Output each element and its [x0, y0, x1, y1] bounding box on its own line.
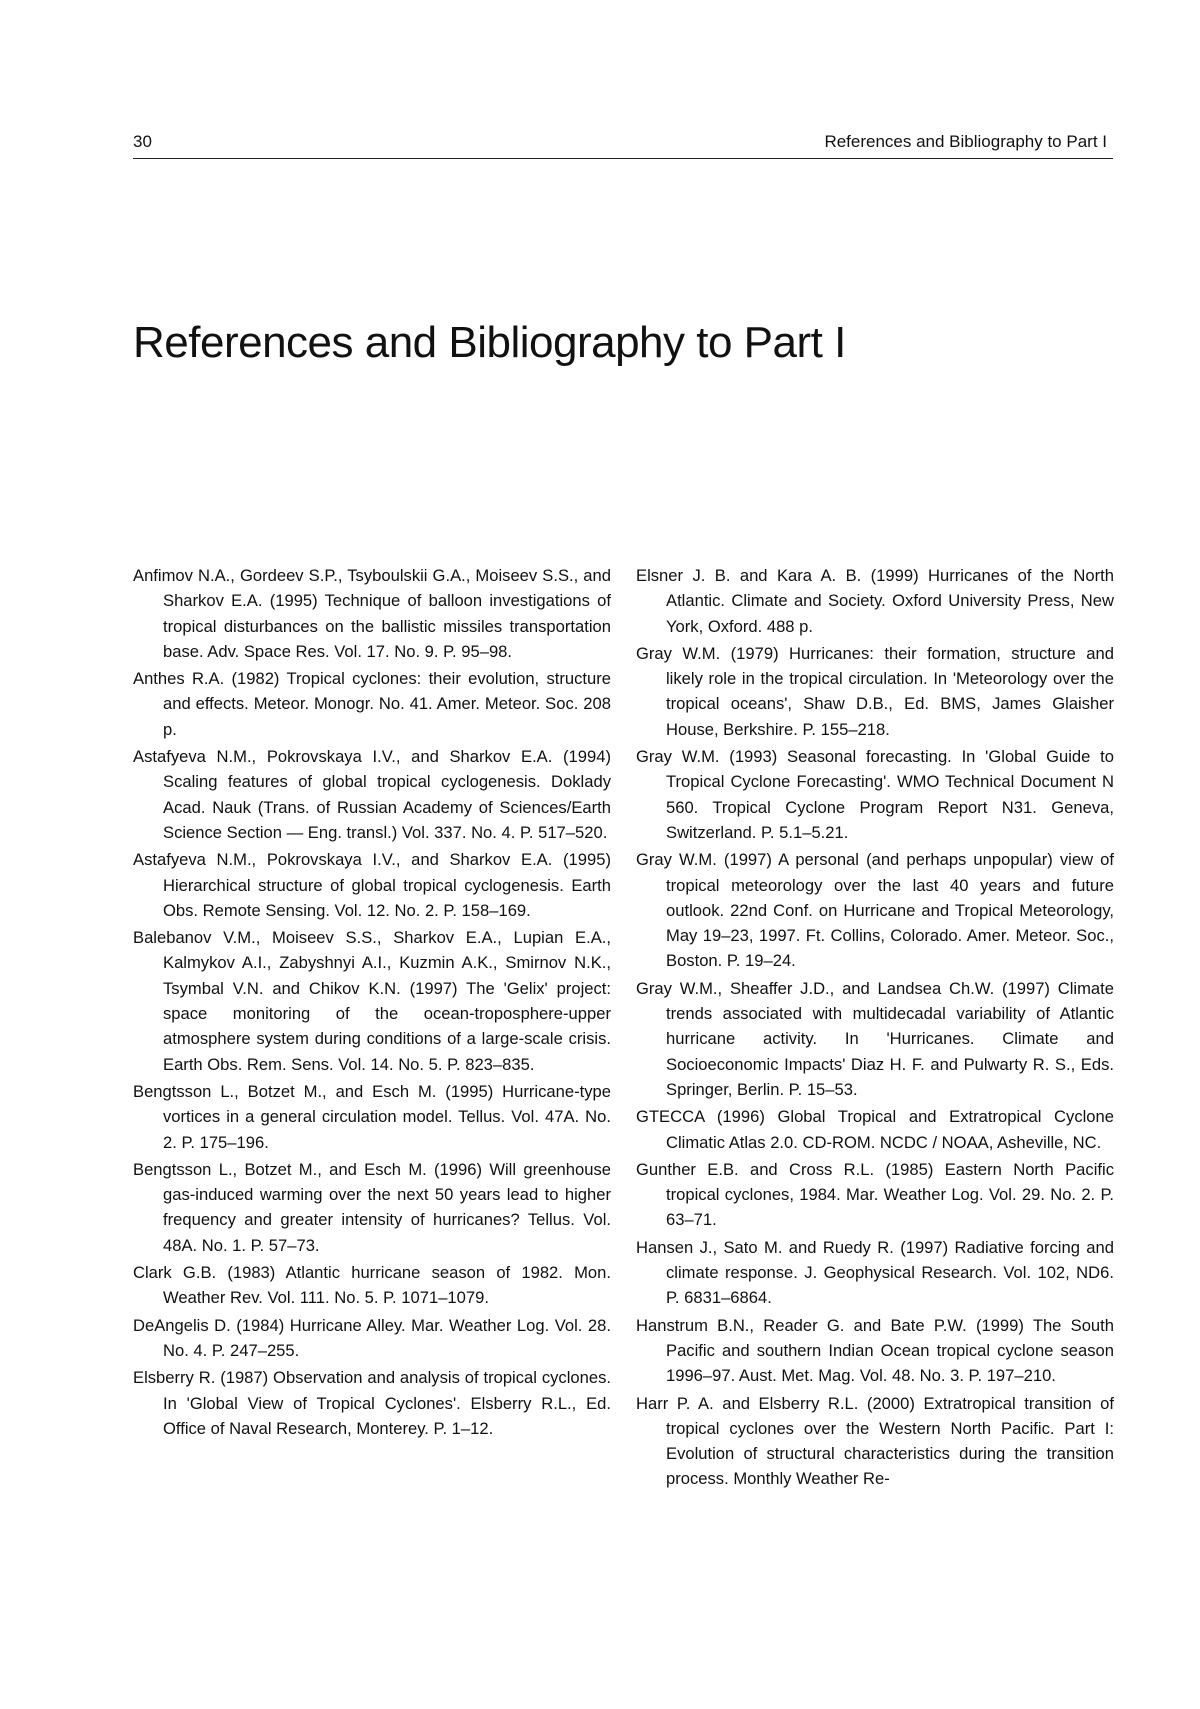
reference-entry: Elsner J. B. and Kara A. B. (1999) Hurricanes of the North Atlantic. Climate and Society. Oxford University Press, New York, Oxford. 488 p. — [636, 566, 1114, 636]
reference-entry: Anfimov N.A., Gordeev S.P., Tsyboulskii G.A., Moiseev S.S., and Sharkov E.A. (1995) Technique of balloon investigations of tropical disturbances on the ballistic missiles transportation base. Adv. Space Res. Vol. 17. No. 9. P. 95–98. — [133, 566, 611, 661]
reference-entry: Gray W.M., Sheaffer J.D., and Landsea Ch.W. (1997) Climate trends associated with multidecadal variability of Atlantic hurricane activity. In 'Hurricanes. Climate and Socioeconomic Impacts' Diaz H. F. and Pulwarty R. S., Eds. Springer, Berlin. P. 15–53. — [636, 978, 1114, 1099]
reference-entry: DeAngelis D. (1984) Hurricane Alley. Mar. Weather Log. Vol. 28. No. 4. P. 247–255. — [133, 1315, 611, 1360]
references-right-column — [636, 563, 1114, 1494]
running-header — [133, 132, 1113, 159]
reference-entry: Balebanov V.M., Moiseev S.S., Sharkov E.A., Lupian E.A., Kalmykov A.I., Zabyshnyi A.I., Kuzmin A.K., Smirnov N.K., Tsymbal V.N. and Chikov K.N. (1997) The 'Gelix' project: space monitoring of the ocean-troposphere-upper atmosphere system during conditions of a large-scale crisis. Earth Obs. Rem. Sens. Vol. 14. No. 5. P. 823–835. — [133, 928, 611, 1074]
references-left-column — [133, 563, 611, 1443]
reference-entry: Gray W.M. (1997) A personal (and perhaps unpopular) view of tropical meteorology over the last 40 years and future outlook. 22nd Conf. on Hurricane and Tropical Meteorology, May 19–23, 1997. Ft. Collins, Colorado. Amer. Meteor. Soc., Boston. P. 19–24. — [636, 850, 1114, 971]
reference-entry: Clark G.B. (1983) Atlantic hurricane season of 1982. Mon. Weather Rev. Vol. 111. No. 5. P. 1071–1079. — [133, 1263, 611, 1308]
reference-entry: Gray W.M. (1993) Seasonal forecasting. In 'Global Guide to Tropical Cyclone Forecasting'. WMO Technical Document N 560. Tropical Cyclone Program Report N31. Geneva, Switzerland. P. 5.1–5.21. — [636, 747, 1114, 842]
page-number: 30 — [133, 132, 152, 151]
chapter-title: References and Bibliography to Part I — [133, 318, 846, 367]
reference-entry: Bengtsson L., Botzet M., and Esch M. (1995) Hurricane-type vortices in a general circulation model. Tellus. Vol. 47A. No. 2. P. 175–196. — [133, 1081, 611, 1152]
reference-entry: Gray W.M. (1979) Hurricanes: their formation, structure and likely role in the tropical circulation. In 'Meteorology over the tropical oceans', Shaw D.B., Ed. BMS, James Glaisher House, Berkshire. P. 155–218. — [636, 643, 1114, 739]
reference-entry: Astafyeva N.M., Pokrovskaya I.V., and Sharkov E.A. (1995) Hierarchical structure of global tropical cyclogenesis. Earth Obs. Remote Sensing. Vol. 12. No. 2. P. 158–169. — [133, 850, 611, 920]
reference-entry: Hansen J., Sato M. and Ruedy R. (1997) Radiative forcing and climate response. J. Geophysical Research. Vol. 102, ND6. P. 6831–6864. — [636, 1237, 1114, 1308]
reference-entry: Gunther E.B. and Cross R.L. (1985) Eastern North Pacific tropical cyclones, 1984. Mar. Weather Log. Vol. 29. No. 2. P. 63–71. — [636, 1159, 1114, 1230]
reference-entry: Elsberry R. (1987) Observation and analysis of tropical cyclones. In 'Global View of Tropical Cyclones'. Elsberry R.L., Ed. Office of Naval Research, Monterey. P. 1–12. — [133, 1368, 611, 1438]
reference-entry: Harr P. A. and Elsberry R.L. (2000) Extratropical transition of tropical cyclones over the Western North Pacific. Part I: Evolution of structural characteristics during the transition process. Monthly Weather Re- — [636, 1393, 1114, 1489]
reference-entry: GTECCA (1996) Global Tropical and Extratropical Cyclone Climatic Atlas 2.0. CD-ROM. NCDC / NOAA, Asheville, NC. — [636, 1107, 1114, 1152]
running-title: References and Bibliography to Part I — [824, 132, 1107, 151]
reference-entry: Hanstrum B.N., Reader G. and Bate P.W. (1999) The South Pacific and southern Indian Ocean tropical cyclone season 1996–97. Aust. Met. Mag. Vol. 48. No. 3. P. 197–210. — [636, 1315, 1114, 1386]
reference-entry: Anthes R.A. (1982) Tropical cyclones: their evolution, structure and effects. Meteor. Monogr. No. 41. Amer. Meteor. Soc. 208 p. — [133, 669, 611, 739]
reference-entry: Bengtsson L., Botzet M., and Esch M. (1996) Will greenhouse gas-induced warming over the next 50 years lead to higher frequency and greater intensity of hurricanes? Tellus. Vol. 48A. No. 1. P. 57–73. — [133, 1159, 611, 1255]
reference-entry: Astafyeva N.M., Pokrovskaya I.V., and Sharkov E.A. (1994) Scaling features of global tropical cyclogenesis. Doklady Acad. Nauk (Trans. of Russian Academy of Sciences/Earth Science Section — Eng. transl.) Vol. 337. No. 4. P. 517–520. — [133, 747, 611, 842]
